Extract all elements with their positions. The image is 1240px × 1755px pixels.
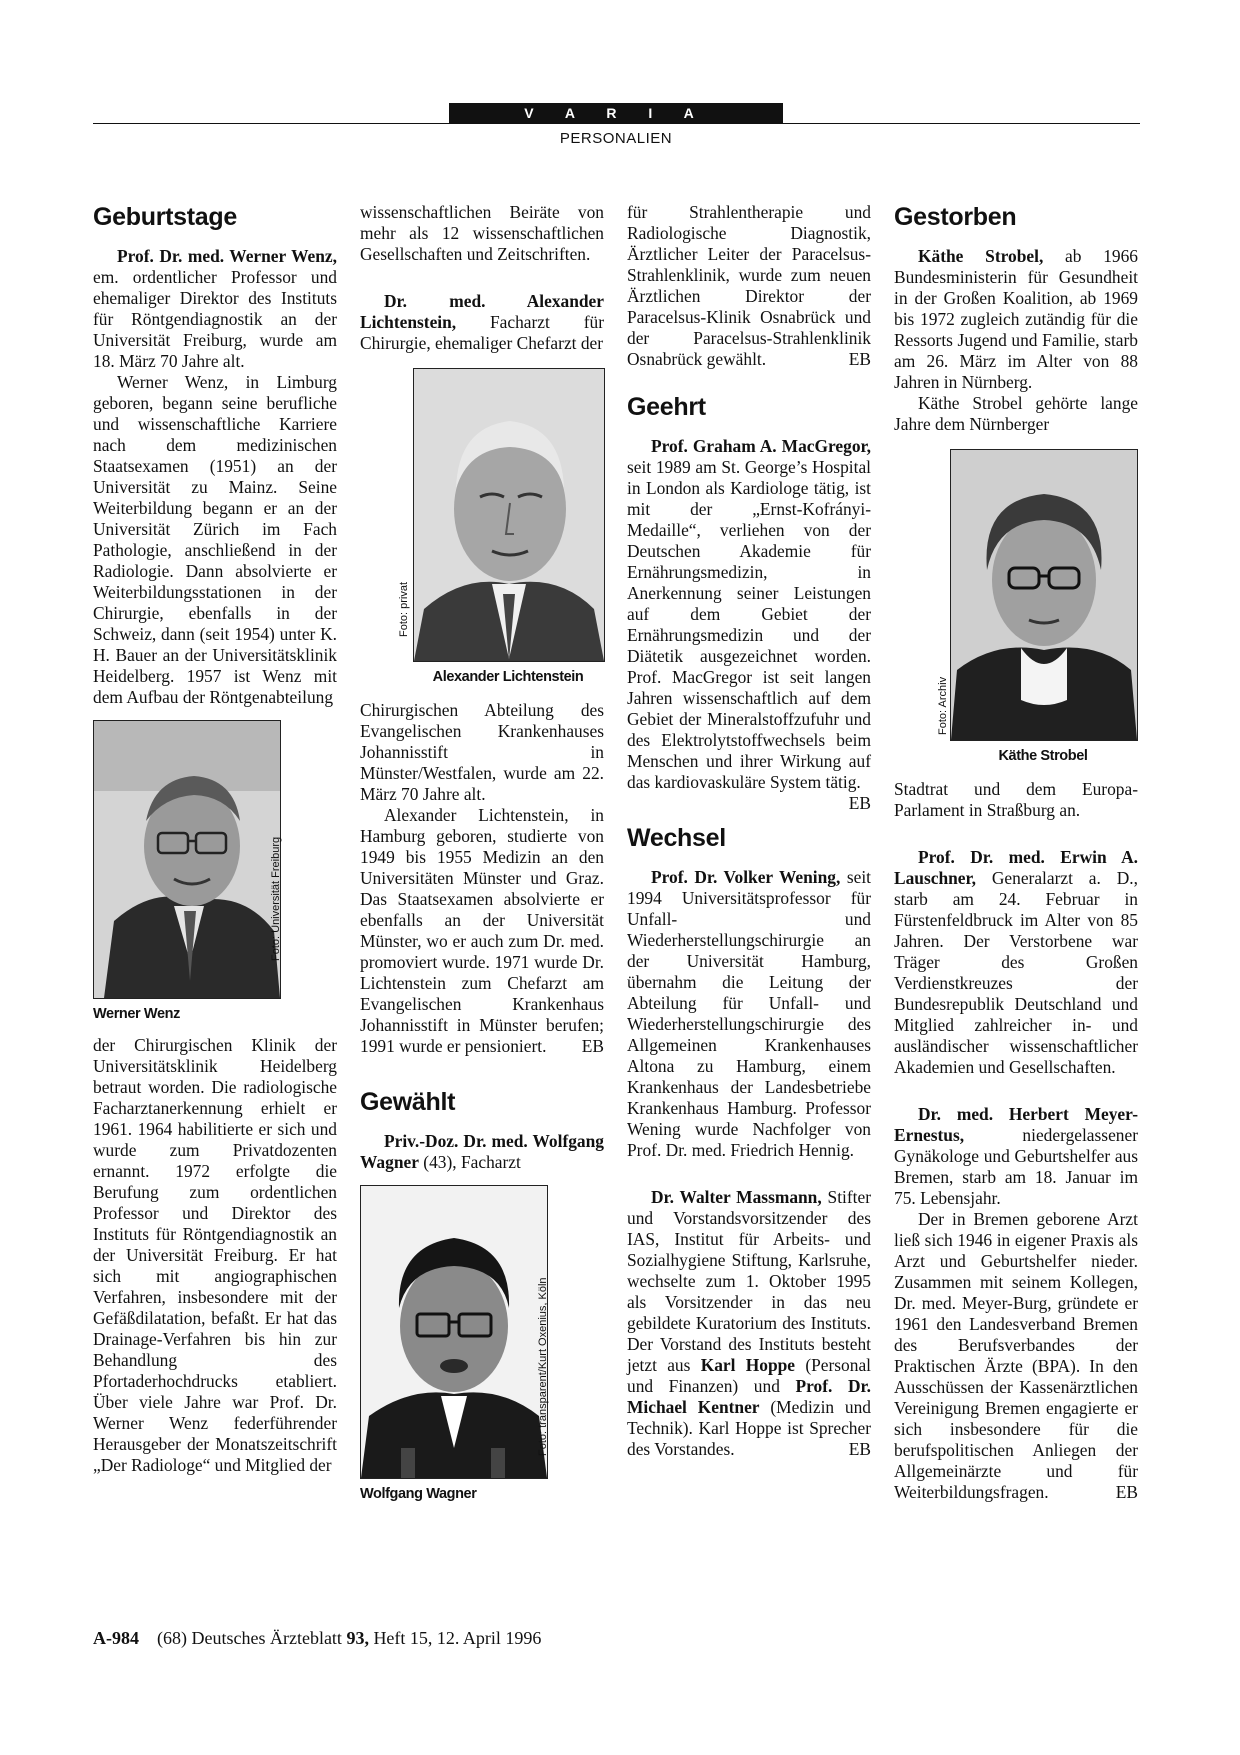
author-signature: EB [581,1036,604,1056]
article-lichtenstein-body-2: Alexander Lichtenstein, in Hamburg geboren, studierte von 1949 bis 1955 Medizin an den Universitäten Münster und Graz. Das Staatsexamen absolvierte er ebenfalls an der Universität Münster, wo er auch zum Dr. med. promoviert wurde. 1971 wurde Dr. Lichtenstein zum Chefarzt am Evangelischen Krankenhaus Johannisstift in Münster berufen; 1991 wurde er pensioniert. EB [360,805,604,1056]
column-4 [894,202,1138,1503]
person-name: Prof. Dr. med. Werner Wenz, [117,246,337,266]
subsection-label: PERSONALIEN [559,130,673,147]
column-1 [93,202,337,1476]
header-rule [93,123,1140,124]
heading-gestorben: Gestorben [894,203,1017,231]
article-strobel-body-1: Käthe Strobel gehörte lange Jahre dem Nürnberger [894,393,1138,434]
heading-wechsel: Wechsel [627,824,726,852]
person-name: Prof. Dr. Michael Kentner [627,1376,871,1417]
photo-caption: Käthe Strobel [998,748,1088,764]
photo-caption: Alexander Lichtenstein [432,669,584,685]
author-signature: EB [848,349,871,369]
photo-caption: Wolfgang Wagner [360,1486,477,1502]
section-label: V A R I A [449,103,783,123]
article-wagner-intro: Priv.-Doz. Dr. med. Wolfgang Wagner (43), Facharzt [360,1131,604,1172]
portrait-image [414,369,604,661]
footer-issue: Heft 15, 12. April 1996 [368,1628,542,1648]
portrait-image [951,450,1137,740]
person-name: Prof. Graham A. MacGregor, [651,436,871,456]
article-wening: Prof. Dr. Volker Wening, seit 1994 Universitätsprofessor für Unfall- und Wiederherstellungschirurgie an der Universität Hamburg, übernahm die Leitung der Abteilung für Unfall- und Wiederherstellungschirurgie des Allgemeinen Krankenhauses Altona zu Hamburg, einem Krankenhaus der Landesbetriebe Krankenhaus Hamburg. Professor Wening wurde Nachfolger von Prof. Dr. med. Friedrich Hennig. [627,867,871,1160]
heading-geehrt: Geehrt [627,393,706,421]
person-name: Dr. med. Alexander Lichtenstein, [360,291,604,332]
article-meyer-ernestus-intro: Dr. med. Herbert Meyer-Ernestus, niedergelassener Gynäkologe und Geburtshelfer aus Bremen, starb am 18. Januar im 75. Lebensjahr. [894,1104,1138,1208]
column-2 [360,202,604,1503]
article-lichtenstein-body-1: Chirurgischen Abteilung des Evangelischen Krankenhauses Johannisstift in Münster/Westfalen, wurde am 22. März 70 Jahre alt. [360,700,604,804]
author-signature: EB [1115,1482,1138,1502]
portrait-image [94,721,280,998]
article-wagner-body: für Strahlentherapie und Radiologische Diagnostik, Ärztlicher Leiter der Paracelsus-Strahlenklinik, wurde zum neuen Ärztlichen Direktor der Paracelsus-Klinik Osnabrück und der Paracelsus-Strahlenklinik Osnabrück gewählt. EB [627,202,871,369]
article-lichtenstein-intro: Dr. med. Alexander Lichtenstein, Facharzt für Chirurgie, ehemaliger Chefarzt der [360,291,604,353]
photo-alexander-lichtenstein [398,368,605,662]
photo-kaethe-strobel [937,449,1138,741]
person-name: Dr. Walter Massmann, [651,1187,822,1207]
article-strobel-body-2: Stadtrat und dem Europa-Parlament in Straßburg an. [894,779,1138,820]
photo-credit: Foto: transparent/Kurt Oxenius, Köln [537,1277,549,1456]
person-name: Priv.-Doz. Dr. med. Wolfgang Wagner [360,1131,604,1172]
person-name: Karl Hoppe [700,1355,796,1375]
author-signature: EB [848,793,871,813]
photo-credit: Foto: Archiv [937,676,949,735]
article-wenz-intro: Prof. Dr. med. Werner Wenz, em. ordentlicher Professor und ehemaliger Direktor des Instituts für Röntgendiagnostik an der Universität Freiburg, wurde am 18. März 70 Jahre alt. [93,246,337,371]
photo-werner-wenz [93,720,281,999]
article-wenz-body-2: der Chirurgischen Klinik der Universitätsklinik Heidelberg betraut worden. Die radiologische Facharztanerkennung erhielt er 1961. 1964 habilitierte er sich und wurde zum Privatdozenten ernannt. 1972 erfolgte die Berufung zum ordentlichen Professor und Direktor des Instituts für Röntgendiagnostik an der Universität Freiburg. Er hat sich mit angiographischen Verfahren, insbesondere mit der Gefäßdilatation, befaßt. Er hat das Drainage-Verfahren bis hin zur Behandlung des Pfortaderhochdrucks etabliert. Über viele Jahre war Prof. Dr. Werner Wenz federführender Herausgeber der Monatszeitschrift „Der Radiologe“ und Mitglied der [93,1035,337,1475]
photo-wolfgang-wagner [360,1185,548,1479]
column-3 [627,202,871,1460]
article-meyer-ernestus-body: Der in Bremen geborene Arzt ließ sich 1946 in eigener Praxis als Arzt und Geburtshelfer nieder. Zusammen mit seinem Kollegen, Dr. med. Meyer-Burg, gründete er 1961 den Landesverband Bremen des Berufsverbandes der Praktischen Ärzte (BPA). In den Ausschüssen der Kassenärztlichen Vereinigung Bremen engagierte er sich insbesondere für die berufspolitischen Anliegen der Allgemeinärzte und für Weiterbildungsfragen. EB [894,1209,1138,1502]
article-lauschner: Prof. Dr. med. Erwin A. Lauschner, Generalarzt a. D., starb am 24. Februar in Fürstenfeldbruck im Alter von 85 Jahren. Der Verstorbene war Träger des Großen Verdienstkreuzes der Bundesrepublik Deutschland und Mitglied zahlreicher in- und ausländischer wissenschaftlicher Akademien und Gesellschaften. [894,847,1138,1077]
person-name: Prof. Dr. med. Erwin A. Lauschner, [894,847,1138,888]
article-macgregor: Prof. Graham A. MacGregor, seit 1989 am St. George’s Hospital in London als Kardiologe tätig, ist mit der „Ernst-Kofrányi-Medaille“, verliehen von der Deutschen Akademie für Ernährungsmedizin, in Anerkennung seiner Leistungen auf dem Gebiet der Ernährungsmedizin und der Diätetik ausgezeichnet worden. Prof. MacGregor ist seit langen Jahren wissenschaftlich auf dem Gebiet der Mineralstoffzufuhr und des Elektrolytstoffwechsels beim Menschen und ihrer Wirkung auf das kardiovaskuläre System tätig. EB [627,436,871,813]
heading-geburtstage: Geburtstage [93,203,237,231]
article-wenz-body-3: wissenschaftlichen Beiräte von mehr als 12 wissenschaftlichen Gesellschaften und Zeitschriften. [360,202,604,264]
footer-volume: 93, [346,1628,369,1648]
page-number: A-984 [93,1628,139,1648]
person-name: Dr. med. Herbert Meyer-Ernestus, [894,1104,1138,1145]
article-wenz-body-1: Werner Wenz, in Limburg geboren, begann seine berufliche und wissenschaftliche Karriere nach dem medizinischen Staatsexamen (1951) an der Universität zu Mainz. Seine Weiterbildung begann er an der Universität Zürich im Fach Pathologie, anschließend in der Radiologie. Dann absolvierte er Weiterbildungsstationen in der Chirurgie, ebenfalls in der Schweiz, dann (seit 1954) unter K. H. Bauer an der Universitätsklinik Heidelberg. 1957 ist Wenz mit dem Aufbau der Röntgenabteilung [93,372,337,707]
photo-credit: Foto: Universität Freiburg [270,836,282,961]
page-footer [93,1628,541,1649]
footer-citation: (68) Deutsches Ärzteblatt [157,1628,347,1648]
person-name: Käthe Strobel, [918,246,1044,266]
photo-credit: Foto: privat [398,581,410,637]
author-signature: EB [848,1439,871,1459]
heading-gewaehlt: Gewählt [360,1088,456,1116]
article-strobel-intro: Käthe Strobel, ab 1966 Bundesministerin für Gesundheit in der Großen Koalition, ab 1969 bis 1972 zugleich zutändig für die Ressorts Jugend und Familie, starb am 26. März im Alter von 88 Jahren in Nürnberg. [894,246,1138,392]
person-name: Prof. Dr. Volker Wening, [651,867,841,887]
article-massmann: Dr. Walter Massmann, Stifter und Vorstandsvorsitzender des IAS, Institut für Arbeits- und Sozialhygiene Stiftung, Karlsruhe, wechselte zum 1. Oktober 1995 als Vorsitzender in das neu gebildete Kuratorium des Instituts. Der Vorstand des Instituts besteht jetzt aus Karl Hoppe (Personal und Finanzen) und Prof. Dr. Michael Kentner (Medizin und Technik). Karl Hoppe ist Sprecher des Vorstandes. EB [627,1187,871,1459]
photo-caption: Werner Wenz [93,1006,180,1022]
portrait-image [361,1186,547,1478]
